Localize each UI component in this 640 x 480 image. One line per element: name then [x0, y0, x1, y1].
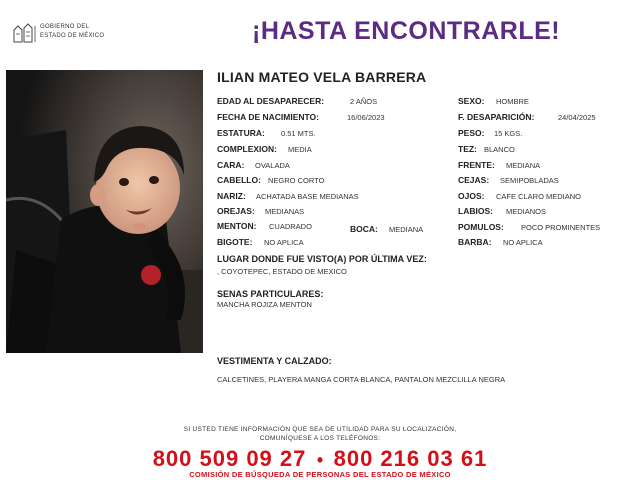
frente-label: FRENTE: [458, 160, 495, 170]
labios-value: MEDIANOS [506, 207, 547, 216]
ojos-label: OJOS: [458, 191, 485, 201]
phone-number-1[interactable]: 800 509 09 27 [152, 446, 307, 471]
cara-value: OVALADA [255, 161, 290, 170]
peso-label: PESO: [458, 128, 485, 138]
fdes-value: 24/04/2025 [558, 113, 596, 122]
edad-value: 2 AÑOS [350, 97, 378, 106]
tez-value: BLANCO [484, 145, 515, 154]
barba-value: NO APLICA [503, 238, 543, 247]
cara-label: CARA: [217, 160, 245, 170]
page-title: ¡HASTA ENCONTRARLE! [252, 17, 561, 45]
menton-value: CUADRADO [269, 222, 312, 231]
fdes-label: F. DESAPARICIÓN: [458, 112, 535, 122]
clothing-value: CALCETINES, PLAYERA MANGA CORTA BLANCA, PANTALON MEZCLILLA NEGRA [217, 375, 506, 384]
pomulos-label: POMULOS: [458, 222, 504, 232]
cejas-label: CEJAS: [458, 175, 490, 185]
gov-name-line1: GOBIERNO DEL [40, 24, 90, 30]
boca-label: BOCA: [350, 224, 378, 234]
last-seen-value: , COYOTEPEC, ESTADO DE MEXICO [217, 267, 347, 276]
tez-label: TEZ: [458, 144, 477, 154]
peso-value: 15 KGS. [494, 129, 523, 138]
fnac-label: FECHA DE NACIMIENTO: [217, 112, 319, 122]
nariz-value: ACHATADA BASE MEDIANAS [256, 192, 359, 201]
estatura-label: ESTATURA: [217, 128, 265, 138]
commission-name: COMISIÓN DE BÚSQUEDA DE PERSONAS DEL ESTADO DE MÉXICO [189, 470, 451, 479]
bigote-label: BIGOTE: [217, 237, 253, 247]
bigote-value: NO APLICA [264, 238, 304, 247]
state-coat-of-arms-icon [10, 22, 40, 44]
complexion-value: MEDIA [288, 145, 312, 154]
info-line-2: COMUNÍQUESE A LOS TELÉFONOS: [259, 435, 381, 442]
labios-label: LABIOS: [458, 206, 493, 216]
cejas-value: SEMIPOBLADAS [500, 176, 559, 185]
orejas-label: OREJAS: [217, 206, 255, 216]
gov-name-line2: ESTADO DE MÉXICO [40, 33, 105, 39]
sexo-label: SEXO: [458, 96, 485, 106]
cabello-label: CABELLO: [217, 175, 261, 185]
fnac-value: 16/06/2023 [347, 113, 385, 122]
phones-row [110, 446, 530, 472]
complexion-label: COMPLEXION: [217, 144, 277, 154]
missing-person-photo [6, 70, 203, 353]
phone-number-2[interactable]: 800 216 03 61 [333, 446, 488, 471]
marks-label: SENAS PARTICULARES: [217, 289, 324, 299]
marks-value: MANCHA ROJIZA MENTON [217, 300, 312, 309]
boca-value: MEDIANA [389, 225, 424, 234]
last-seen-label: LUGAR DONDE FUE VISTO(A) POR ÚLTIMA VEZ: [217, 254, 427, 264]
barba-label: BARBA: [458, 237, 492, 247]
sexo-value: HOMBRE [496, 97, 529, 106]
estatura-value: 0.51 MTS. [281, 129, 316, 138]
menton-label: MENTON: [217, 221, 257, 231]
clothing-label: VESTIMENTA Y CALZADO: [217, 356, 332, 366]
info-line-1: SI USTED TIENE INFORMACIÓN QUE SEA DE UTILIDAD PARA SU LOCALIZACIÓN, [183, 426, 457, 433]
person-name: ILIAN MATEO VELA BARRERA [217, 69, 427, 85]
ojos-value: CAFE CLARO MEDIANO [496, 192, 582, 201]
orejas-value: MEDIANAS [265, 207, 305, 216]
nariz-label: NARIZ: [217, 191, 246, 201]
frente-value: MEDIANA [506, 161, 541, 170]
pomulos-value: POCO PROMINENTES [521, 223, 601, 232]
phone-separator: • [316, 450, 324, 470]
edad-label: EDAD AL DESAPARECER: [217, 96, 325, 106]
cabello-value: NEGRO CORTO [268, 176, 325, 185]
